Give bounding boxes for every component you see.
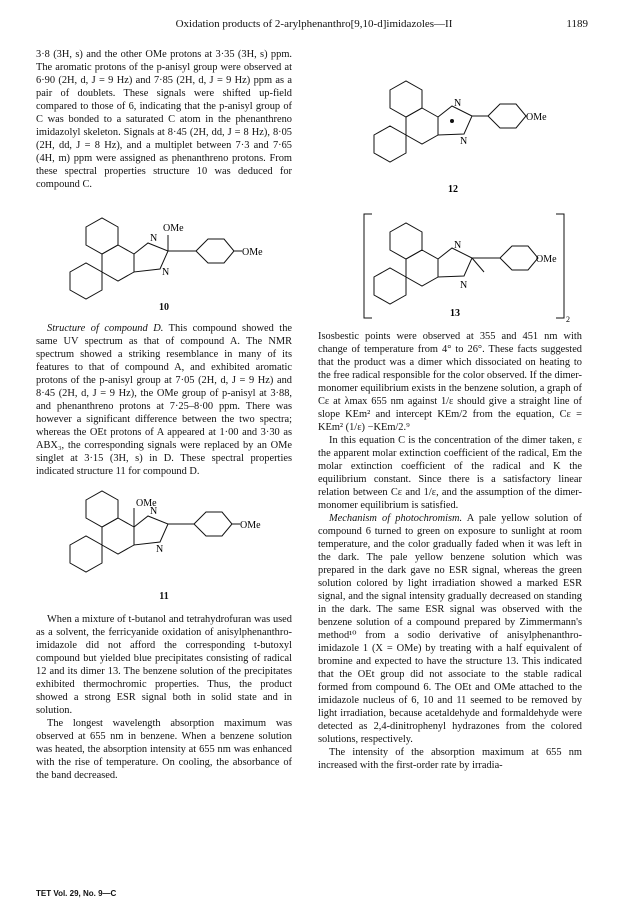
left-paragraph-1: 3·8 (3H, s) and the other OMe protons at 3·35 (3H, s) ppm. The aromatic protons of the p-anisyl group were observed at 6·90 (2H, d, J = 9 Hz) and 7·85 (2H, d, J = 9 Hz) ppm as a pair of doublets. These signals were shifted up-field compared to those of 6, indicating that the p-anisyl group of C was bonded to a saturated C atom in the phenanthreno imidazolyl skeleton. Signals at 8·45 (2H, dd, J = 8 Hz), 8·05 (2H, dd, J = 8 Hz), and a multiplet between 7·3 and 7·65 (4H, m) ppm were assigned as phenanthreno protons. From these spectral properties structure 10 was deduced for compound C. <box>36 49 292 190</box>
right-paragraph-1: Isosbestic points were observed at 355 and 451 nm with change of temperature from 4° to 26°. These facts suggested that the product was a dimer which dissociated on heating to the free radical responsible for the color observed. If the dimer-monomer equilibrium exists in the benzene solution, a graph of Cε at λmax 655 nm against 1/ε should give a straight line of slope KEm² and intercept KEm/2 from the equation, Cε = KEm² (1/ε) −KEm/2.⁹ <box>318 331 582 433</box>
left-paragraph-4: The longest wavelength absorption maximum was observed at 655 nm in benzene. When a benzene solution was heated, the absorption intensity at 655 nm was enhanced with the rise of temperature. On cooling, the absorbance of the band decreased. <box>36 718 292 781</box>
s11-ome-right: OMe <box>240 520 261 531</box>
page-number: 1189 <box>566 18 588 30</box>
s11-ome-top: OMe <box>136 498 157 509</box>
right-column <box>318 330 582 772</box>
s13-ome: OMe <box>536 254 557 265</box>
photochromism-text: A pale yellow solution of compound 6 turned to green on exposure to sunlight at room temperature, and the color gradually faded when it was left in the dark. The pale yellow benzene solution which was prepared in the dark gave no ESR signal, whereas the green solution colored by light irradiation showed a marked ESR signal, and the signal intensity gradually decreased on standing in the dark. The same ESR signal was observed with the benzene solution of a compound prepared by Zimmermann's method¹⁰ from a sodio derivative of anisylphenanthro-imidazole 1 (X = OMe) by treating with a half equivalent of bromine and expected to have the structure 13. This indicated that the OEt group did not associate to the stable radical formed from compound 6. The OEt and OMe attached to the imidazole nucleus of 6, 10 and 11 seemed to be removed by light irradiation, because acetaldehyde and formaldehyde were detected as 2,4-dinitrophenyl hydrazones from the colored solutions, respectively. <box>318 513 582 745</box>
s12-n-bottom: N <box>460 136 468 147</box>
structure-12-label: 12 <box>448 184 458 195</box>
s11-n-bottom: N <box>156 544 164 555</box>
s10-n-bottom: N <box>162 267 170 278</box>
left-paragraph-2 <box>36 322 292 478</box>
right-paragraph-2: In this equation C is the concentration of the dimer taken, ε the apparent molar extinction coefficient of the radical, Em the molar extinction coefficient of the radical and K the equilibrium constant. Since there is a satisfactory linear relation between Cε and 1/ε, and the assumption of the dimer-monomer equilibrium is satisfied. <box>318 435 582 511</box>
structure-13-diagram <box>360 210 570 325</box>
structure-13-label: 13 <box>450 308 460 319</box>
right-paragraph-4: The intensity of the absorption maximum at 655 nm increased with the first-order rate by irradia- <box>318 747 582 771</box>
s11-n-top: N <box>150 506 158 517</box>
s12-ome: OMe <box>526 112 547 123</box>
photochromism-heading: Mechanism of photochromism. <box>329 513 463 524</box>
s10-ome-top: OMe <box>163 223 184 234</box>
s13-n-bottom: N <box>460 280 468 291</box>
journal-footer: TET Vol. 29, No. 9—C <box>36 889 117 898</box>
s13-n-top: N <box>454 240 462 251</box>
left-column <box>36 48 292 782</box>
running-title: Oxidation products of 2-arylphenanthro[9,10-d]imidazoles—II <box>175 18 453 30</box>
s12-n-top: N <box>454 98 462 109</box>
s10-n-top: N <box>150 233 158 244</box>
structure-11-label: 11 <box>159 591 169 602</box>
structure-10-diagram <box>64 199 264 299</box>
structure-10-label: 10 <box>159 302 169 313</box>
compound-d-heading: Structure of compound D. <box>47 323 164 334</box>
structure-12-diagram <box>360 80 547 220</box>
structure-11-diagram <box>64 488 264 588</box>
compound-d-text: This compound showed the same UV spectrum as that of compound A. The NMR spectrum showed a striking resemblance in many of its features to that of compound A, and exhibited aromatic protons of the p-anisyl group at 7·05 (2H, d, J = 9 Hz) and 8·45 (2H, d, J = 9 Hz), the OMe group of p-anisyl at 3·88, and phenanthreno protons at 7·25–8·00 ppm. There was however a significant difference between the two spectra; whereas the OEt protons of A appeared at 1·00 and 3·30 as ABX₃, the corresponding signals were replaced by an OMe singlet at 3·15 (3H, s) in D. These spectral properties indicated structure 11 for compound D. <box>36 323 292 477</box>
s13-subscript: 2 <box>566 315 570 324</box>
left-paragraph-3: When a mixture of t-butanol and tetrahydrofuran was used as a solvent, the ferricyanide oxidation of anisylphenanthro-imidazole did not afford the corresponding t-butoxyl compound but yielded blue precipitates consisting of radical 12 and its dimer 13. The benzene solution of the precipitates exhibited thermochromic properties. Thus, the product showed a strong ESR signal both in solid state and in solution. <box>36 614 292 716</box>
s10-ome-right: OMe <box>242 247 263 258</box>
right-paragraph-3 <box>318 512 582 746</box>
